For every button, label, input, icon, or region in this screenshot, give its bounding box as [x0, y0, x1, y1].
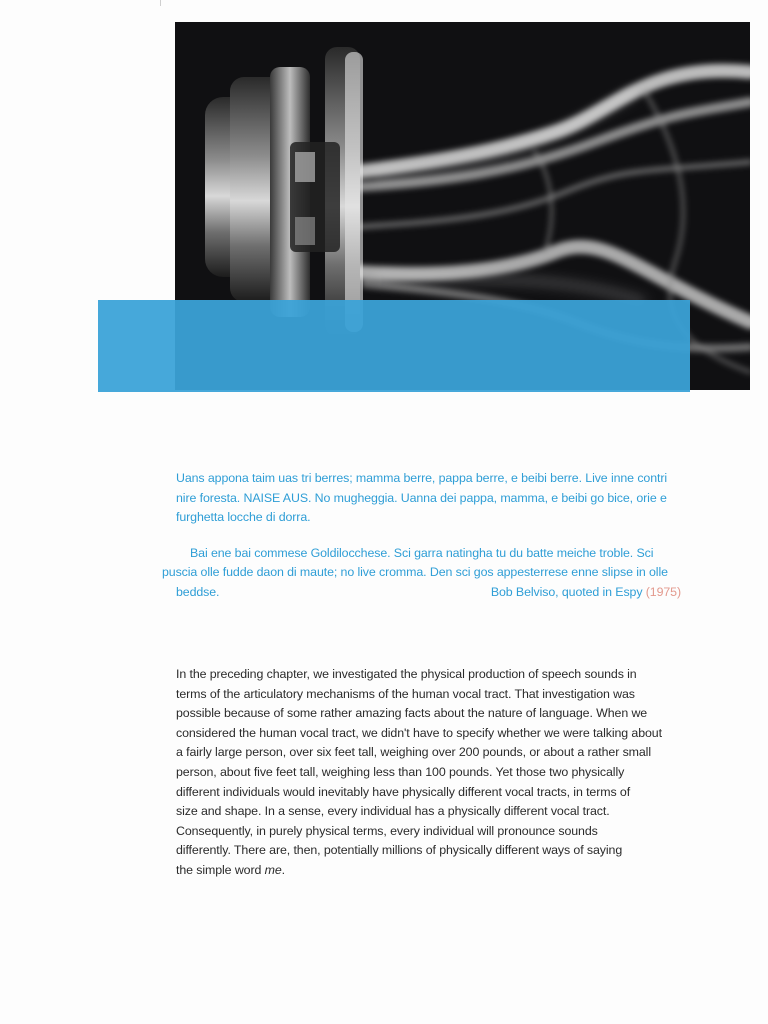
body-line: considered the human vocal tract, we didn't have to specify whether we were talking about	[176, 725, 662, 740]
body-last-line-suffix: .	[281, 862, 285, 877]
body-line: size and shape. In a sense, every individual has a physically different vocal tract.	[176, 804, 610, 819]
epigraph-line: puscia olle fudde daon di maute; no live cromma. Den sci gos appesterrese enne slipse in olle	[162, 565, 668, 579]
body-line: Consequently, in purely physical terms, every individual will pronounce sounds	[176, 823, 598, 838]
epigraph-line: Bai ene bai commese Goldilocchese. Sci garra natingha tu du batte meiche troble. Sci	[190, 545, 654, 560]
attribution	[491, 583, 681, 603]
epigraph-closing-line	[176, 583, 681, 603]
body-line: In the preceding chapter, we investigated the physical production of speech sounds in	[176, 667, 637, 681]
epigraph	[162, 469, 681, 602]
body-last-line-prefix: the simple word	[176, 862, 265, 877]
body-line: person, about five feet tall, weighing less than 100 pounds. Yet those two physically	[176, 764, 625, 779]
body-line: differently. There are, then, potentially millions of physically different ways of saying	[176, 843, 623, 858]
scan-mark	[160, 0, 161, 6]
body-line: terms of the articulatory mechanisms of the human vocal tract. That investigation was	[176, 686, 635, 701]
body-line: possible because of some rather amazing facts about the nature of language. When we	[176, 706, 648, 721]
attribution-author: Bob Belviso, quoted in Espy	[490, 584, 643, 599]
attribution-year: (1975)	[645, 584, 681, 599]
body-line: a fairly large person, over six feet tall, weighing over 200 pounds, or about a rather small	[176, 745, 651, 760]
body-line: different individuals would inevitably have physically different vocal tracts, in terms of	[176, 784, 631, 799]
epigraph-paragraph-1: Uans appona taim uas tri berres; mamma berre, pappa berre, e beibi berre. Live inne contri nire foresta. NAISE AUS. No mugheggia. Uanna dei pappa, mamma, e beibi go bice, orie e furghetta locche di dorra.	[176, 471, 668, 524]
epigraph-paragraph-2	[162, 544, 681, 583]
emphasized-word: me	[264, 862, 282, 877]
body-paragraph	[176, 665, 676, 881]
body-last-line	[176, 861, 676, 881]
epigraph-last-word: beddse.	[176, 584, 220, 599]
accent-color-band	[98, 300, 690, 392]
